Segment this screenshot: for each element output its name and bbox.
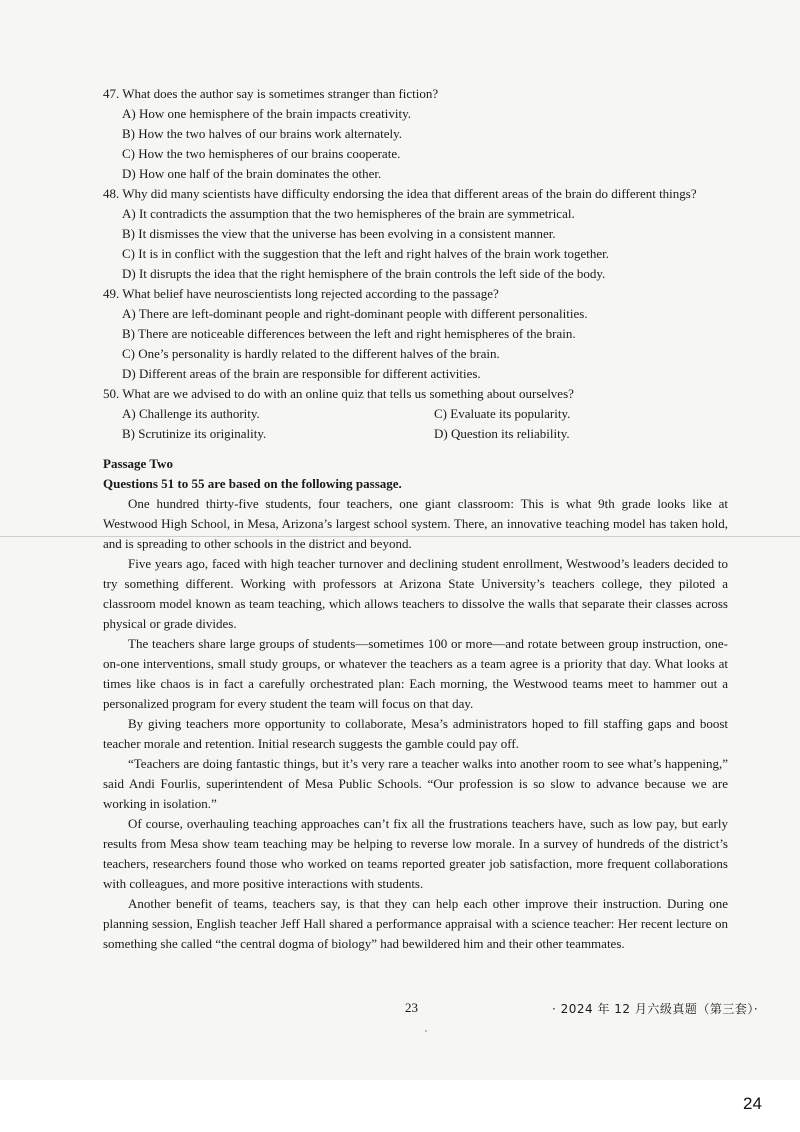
option-a: A) Challenge its authority. — [122, 406, 260, 421]
question-50 — [103, 384, 728, 444]
document-body — [103, 84, 728, 954]
option-c: C) One’s personality is hardly related to the different halves of the brain. — [122, 346, 500, 361]
passage-title: Passage Two — [103, 456, 173, 471]
question-stem: 50. What are we advised to do with an online quiz that tells us something about ourselves? — [103, 386, 574, 401]
option-b: B) It dismisses the view that the universe has been evolving in a consistent manner. — [122, 226, 556, 241]
passage-paragraph: One hundred thirty-five students, four teachers, one giant classroom: This is what 9th grade looks like at Westwood High School, in Mesa, Arizona’s largest school system. There, an innovative teaching model has taken hold, and is spreading to other schools in the district and beyond. — [103, 496, 728, 551]
option-d: D) Question its reliability. — [434, 426, 570, 441]
question-48 — [103, 184, 728, 284]
option-d: D) Different areas of the brain are responsible for different activities. — [122, 366, 481, 381]
question-stem: 47. What does the author say is sometimes stranger than fiction? — [103, 86, 439, 101]
option-b: B) How the two halves of our brains work alternately. — [122, 126, 403, 141]
footer-exam-tag: · 2024 年 12 月六级真题（第三套）· — [552, 1002, 759, 1016]
option-b: B) There are noticeable differences between the left and right hemispheres of the brain. — [122, 326, 576, 341]
passage-paragraph: Of course, overhauling teaching approaches can’t fix all the frustrations teachers have, such as low pay, but early results from Mesa show team teaching may be helping to reverse low morale. In a survey of hundreds of the district’s teachers, researchers found those who worked on teams reported greater job satisfaction, more frequent collaborations with colleagues, and more positive interactions with students. — [103, 816, 728, 891]
scan-speck — [425, 1030, 427, 1032]
passage-paragraph: Another benefit of teams, teachers say, is that they can help each other improve their instruction. During one planning session, English teacher Jeff Hall shared a performance appraisal with a science teacher: Her recent lecture on something she called “the central dogma of biology” had bewildered him and their other teammates. — [103, 896, 728, 951]
option-d: D) How one half of the brain dominates the other. — [122, 166, 382, 181]
passage-subtitle: Questions 51 to 55 are based on the following passage. — [103, 476, 402, 491]
option-a: A) How one hemisphere of the brain impacts creativity. — [122, 106, 412, 121]
option-c: C) Evaluate its popularity. — [434, 406, 571, 421]
option-a: A) It contradicts the assumption that the two hemispheres of the brain are symmetrical. — [122, 206, 575, 221]
question-47 — [103, 84, 728, 184]
question-49 — [103, 284, 728, 384]
question-stem: 48. Why did many scientists have difficulty endorsing the idea that different areas of the brain do different things? — [103, 186, 697, 201]
passage-paragraph: “Teachers are doing fantastic things, but it’s very rare a teacher walks into another room to see what’s happening,” said Andi Fourlis, superintendent of Mesa Public Schools. “Our profession is so slow to advance because we are working in isolation.” — [103, 756, 728, 811]
option-a: A) There are left-dominant people and right-dominant people with different personalities. — [122, 306, 588, 321]
option-grid — [122, 404, 728, 444]
passage-paragraph: By giving teachers more opportunity to collaborate, Mesa’s administrators hoped to fill staffing gaps and boost teacher morale and retention. Initial research suggests the gamble could pay off. — [103, 716, 728, 751]
option-c: C) It is in conflict with the suggestion that the left and right halves of the brain work together. — [122, 246, 610, 261]
option-b: B) Scrutinize its originality. — [122, 426, 267, 441]
passage-paragraph: Five years ago, faced with high teacher turnover and declining student enrollment, Westwood’s leaders decided to try something different. Working with professors at Arizona State University’s teachers college, they piloted a classroom model known as team teaching, which allows teachers to dissolve the walls that separate their classes across physical or grade divides. — [103, 556, 728, 631]
page-number: 24 — [743, 1094, 762, 1113]
footer-page-number: 23 — [405, 1000, 418, 1015]
passage-paragraph: The teachers share large groups of students—sometimes 100 or more—and rotate between group instruction, one-on-one interventions, small study groups, or whatever the teachers as a team agree is a priority that day. What looks at times like chaos is in fact a carefully orchestrated plan: Each morning, the Westwood teams meet to hammer out a personalized program for every student the team will focus on that day. — [103, 636, 728, 711]
option-d: D) It disrupts the idea that the right hemisphere of the brain controls the left side of the body. — [122, 266, 606, 281]
question-stem: 49. What belief have neuroscientists long rejected according to the passage? — [103, 286, 499, 301]
option-c: C) How the two hemispheres of our brains cooperate. — [122, 146, 401, 161]
